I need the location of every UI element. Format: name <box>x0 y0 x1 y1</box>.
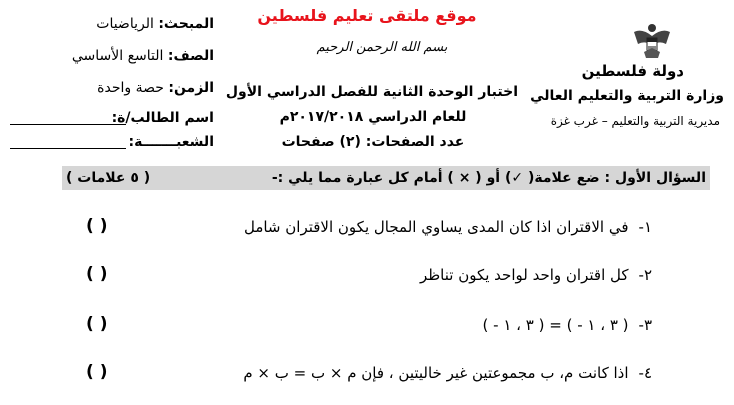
academic-year: للعام الدراسي ٢٠١٧/٢٠١٨م <box>279 109 467 125</box>
directorate-name: مديرية التربية والتعليم – غرب غزة <box>550 114 720 128</box>
item-number: ٢- <box>638 266 652 284</box>
question-item <box>420 266 652 284</box>
grade-value: التاسع الأساسي <box>71 48 164 64</box>
item-text: في الاقتران اذا كان المدى يساوي المجال يكون الاقتران شامل <box>243 218 629 236</box>
question-item <box>244 218 652 236</box>
answer-blank[interactable]: ( ) <box>86 314 108 334</box>
answer-blank[interactable]: ( ) <box>86 264 108 284</box>
section-field <box>128 134 214 150</box>
question-title: السؤال الأول : ضع علامة( ✓) أو ( × ) أمام كل عبارة مما يلي :- <box>271 170 706 186</box>
site-title: موقع ملتقى تعليم فلسطين <box>257 6 477 25</box>
palestine-emblem-logo <box>630 22 674 62</box>
time-field <box>97 80 214 96</box>
subject-label: المبحث: <box>158 16 214 32</box>
page-count: عدد الصفحات: (٢) صفحات <box>281 134 465 150</box>
section-line <box>10 148 126 149</box>
student-name-line <box>10 124 126 125</box>
question-marks: ( ٥ علامات ) <box>66 170 151 186</box>
question-item <box>243 364 652 382</box>
item-number: ٤- <box>638 364 652 382</box>
item-text: كل اقتران واحد لواحد يكون تناظر <box>419 266 629 284</box>
time-label: الزمن: <box>168 80 214 96</box>
item-number: ٣- <box>638 316 652 334</box>
item-text: ( ٣ ، ١ - ) = ( ٣ ، ١ - ) <box>482 316 629 334</box>
item-number: ١- <box>638 218 652 236</box>
ministry-name: وزارة التربية والتعليم العالي <box>530 88 724 104</box>
answer-blank[interactable]: ( ) <box>86 216 108 236</box>
student-name-field <box>112 110 214 126</box>
exam-title: اختبار الوحدة الثانية للفصل الدراسي الأول <box>225 84 518 100</box>
question-item <box>483 316 652 334</box>
time-value: حصة واحدة <box>97 80 164 96</box>
section-label: الشعبـــــــة: <box>128 134 214 150</box>
grade-field <box>72 48 214 64</box>
student-name-label: اسم الطالب/ة: <box>111 110 214 126</box>
subject-value: الرياضيات <box>96 16 154 32</box>
subject-field <box>96 16 214 32</box>
grade-label: الصف: <box>167 48 214 64</box>
basmala: بسم الله الرحمن الرحيم <box>316 40 448 55</box>
state-name: دولة فلسطين <box>581 62 684 80</box>
answer-blank[interactable]: ( ) <box>86 362 108 382</box>
item-text: اذا كانت م، ب مجموعتين غير خاليتين ، فإن م × ب = ب × م <box>243 364 629 382</box>
